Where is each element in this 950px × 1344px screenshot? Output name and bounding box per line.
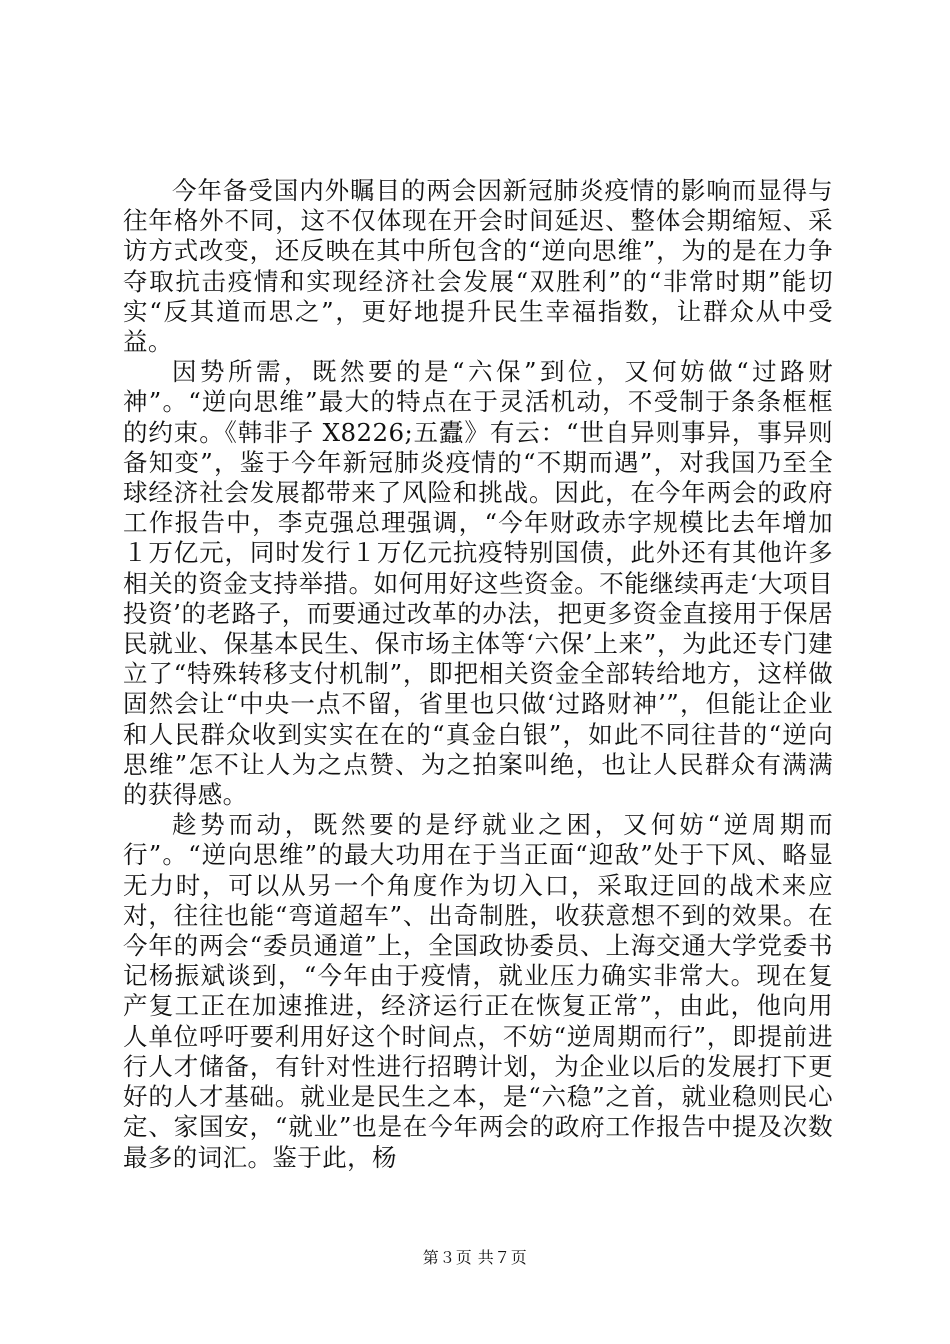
body-text bbox=[123, 176, 833, 1173]
paragraph-2: 因势所需，既然要的是“六保”到位，又何妨做“过路财神”。“逆向思维”最大的特点在于灵活机动，不受制于条条框框的约束。《韩非子 X8226;五蠹》有云：“世自异则事异，事异则备知变”，鉴于今年新冠肺炎疫情的“不期而遇”，对我国乃至全球经济社会发展都带来了风险和挑战。因此，在今年两会的政府工作报告中，李克强总理强调，“今年财政赤字规模比去年增加１万亿元，同时发行１万亿元抗疫特别国债，此外还有其他许多相关的资金支持举措。如何用好这些资金。不能继续再走‘大项目投资’的老路子，而要通过改革的办法，把更多资金直接用于保居民就业、保基本民生、保市场主体等‘六保’上来”，为此还专门建立了“特殊转移支付机制”，即把相关资金全部转给地方，这样做固然会让“中央一点不留，省里也只做‘过路财神’”，但能让企业和人民群众收到实实在在的“真金白银”，如此不同往昔的“逆向思维”怎不让人为之点赞、为之拍案叫绝，也让人民群众有满满的获得感。 bbox=[123, 357, 833, 810]
page-number-footer: 第３页 共７页 bbox=[422, 1248, 528, 1267]
paragraph-1: 今年备受国内外瞩目的两会因新冠肺炎疫情的影响而显得与往年格外不同，这不仅体现在开会时间延迟、整体会期缩短、采访方式改变，还反映在其中所包含的“逆向思维”，为的是在力争夺取抗击疫情和实现经济社会发展“双胜利”的“非常时期”能切实“反其道而思之”，更好地提升民生幸福指数，让群众从中受益。 bbox=[123, 176, 833, 357]
paragraph-3: 趁势而动，既然要的是纾就业之困，又何妨“逆周期而行”。“逆向思维”的最大功用在于当正面“迎敌”处于下风、略显无力时，可以从另一个角度作为切入口，采取迂回的战术来应对，往往也能“弯道超车”、出奇制胜，收获意想不到的效果。在今年的两会“委员通道”上，全国政协委员、上海交通大学党委书记杨振斌谈到，“今年由于疫情，就业压力确实非常大。现在复产复工正在加速推进，经济运行正在恢复正常”，由此，他向用人单位呼吁要利用好这个时间点，不妨“逆周期而行”，即提前进行人才储备，有针对性进行招聘计划，为企业以后的发展打下更好的人才基础。就业是民生之本，是“六稳”之首，就业稳则民心定、家国安，“就业”也是在今年两会的政府工作报告中提及次数最多的词汇。鉴于此，杨 bbox=[123, 810, 833, 1172]
